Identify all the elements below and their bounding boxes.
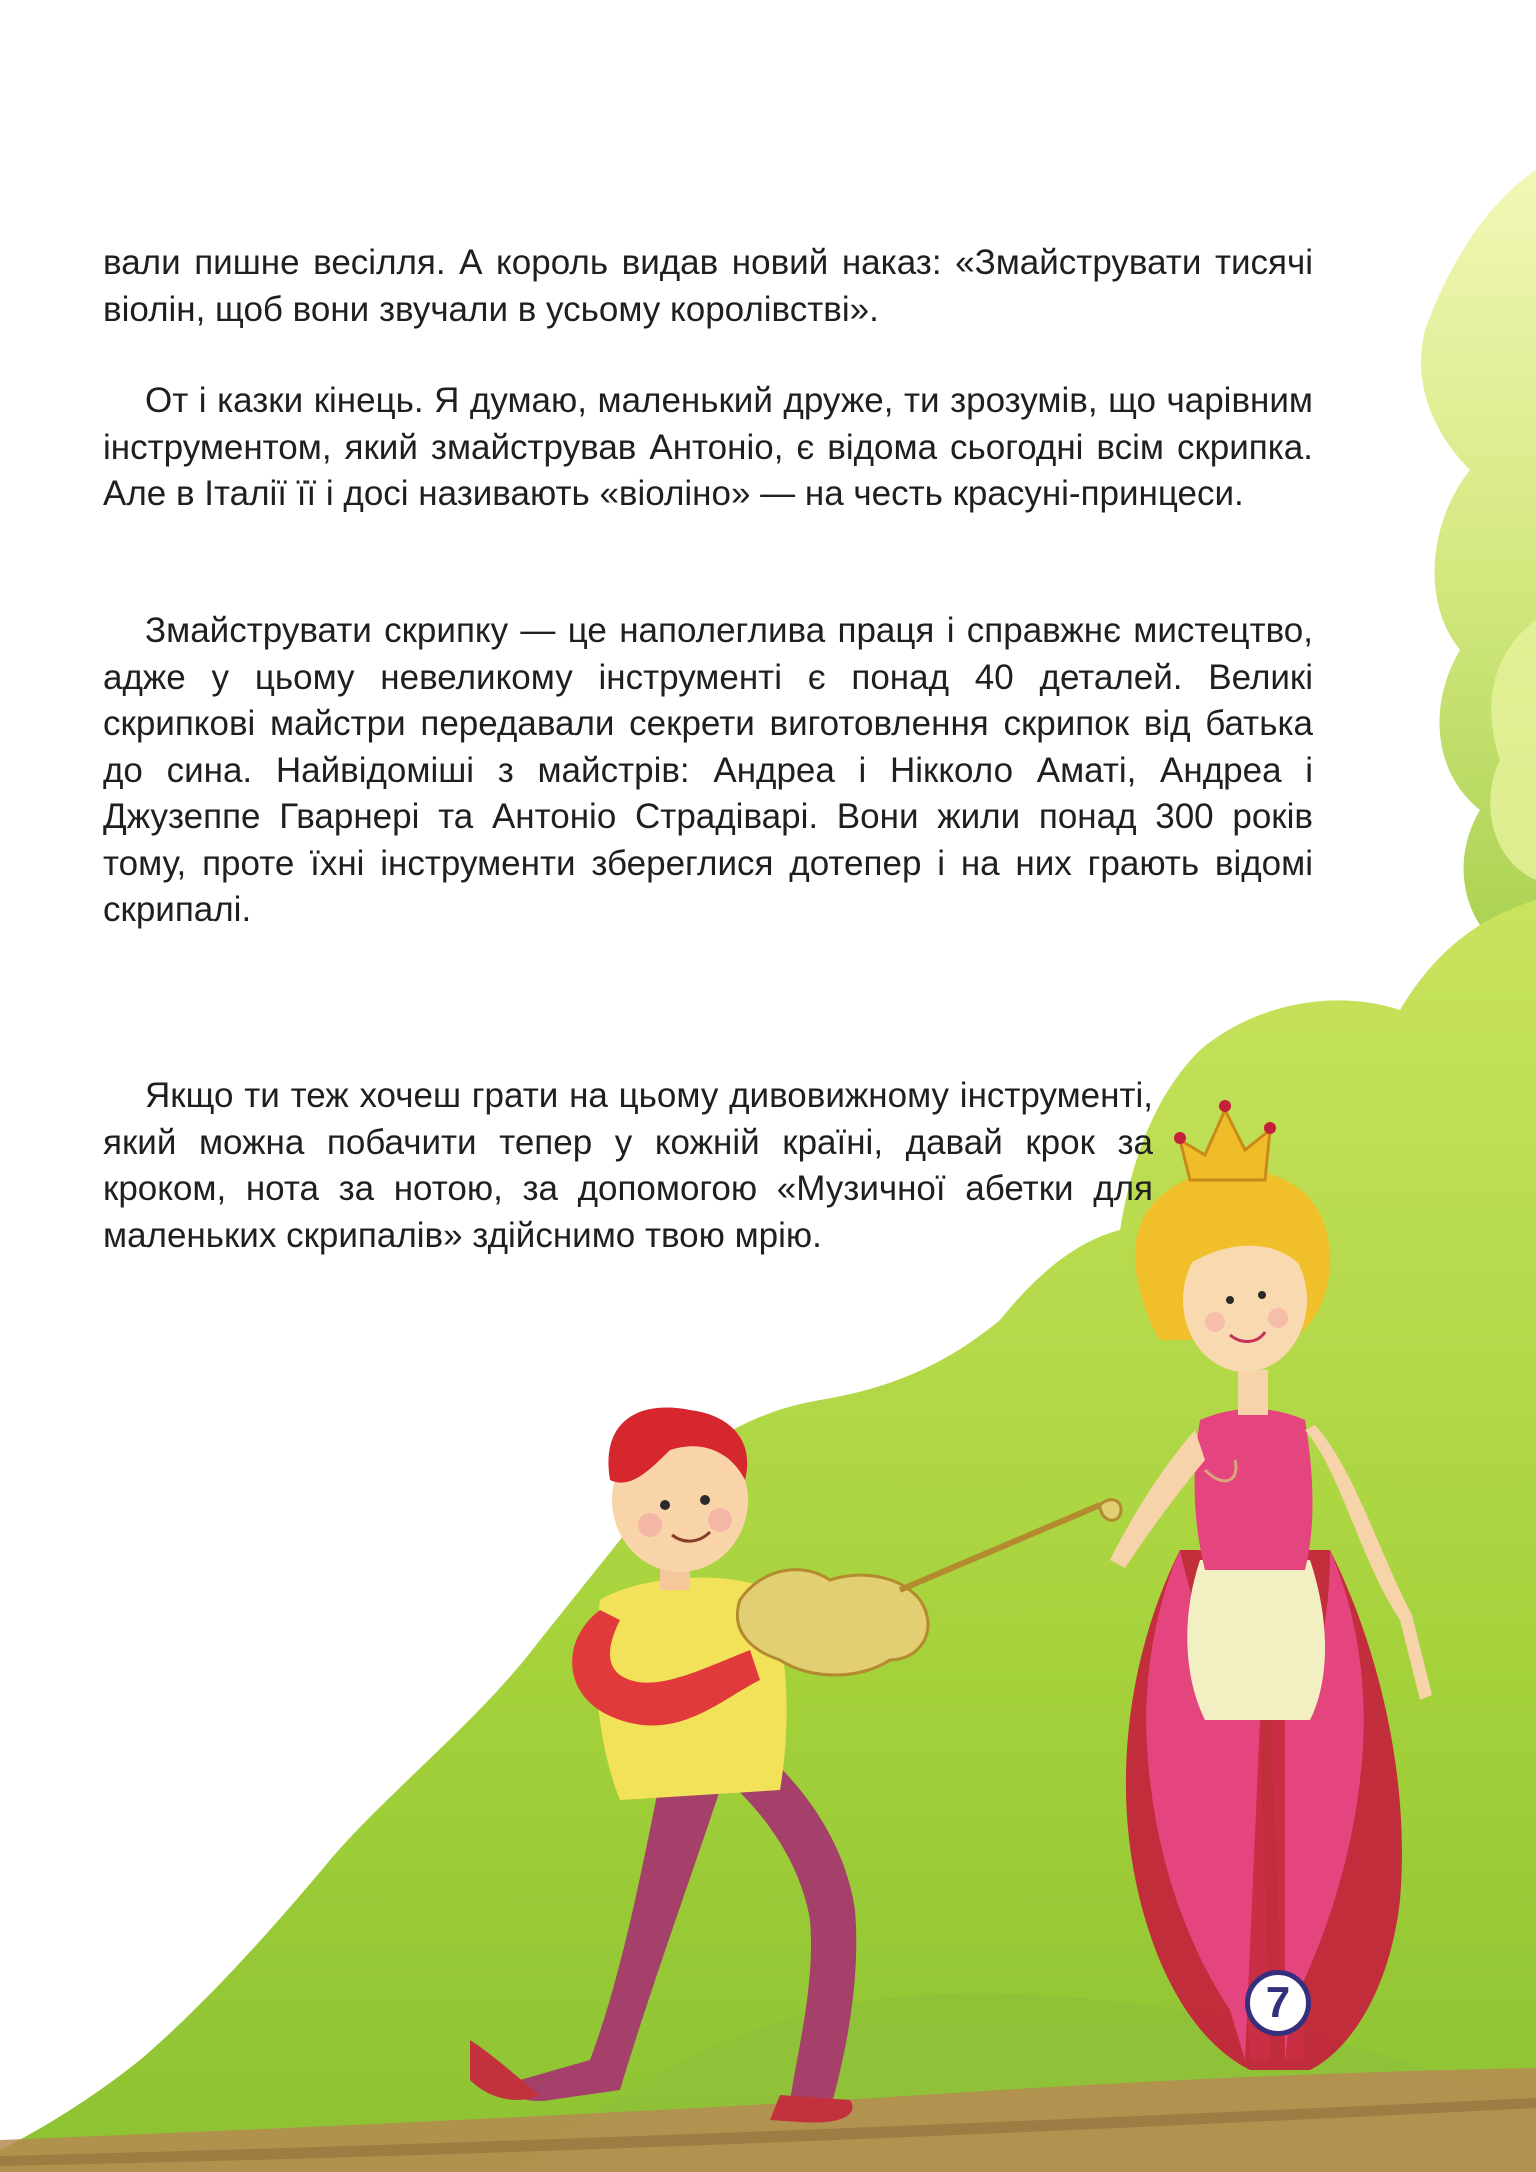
page-number: 7 — [1245, 1970, 1311, 2036]
paragraph-text-3: Змайструвати скрипку — це наполеглива праця і справжнє мистецтво, адже у цьому невеликому інструменті є понад 40 деталей. Великі скрипкові майстри передавали секрети виготовлення скрипок від батька до сина. Найвідоміші з майстрів: Андреа і Нікколо Аматі, Андреа і Джузеппе Гварнері та Антоніо Страдіварі. Вони жили понад 300 років тому, проте їхні інструменти збереглися дотепер і на них грають відомі скрипалі. — [103, 611, 1313, 929]
paragraph-text-1: вали пишне весілля. А король видав новий наказ: «Змайструвати тисячі віолін, щоб вони звучали в усьому королівстві». — [103, 243, 1313, 329]
paragraph-text-4: Якщо ти теж хочеш грати на цьому дивовижному інструменті, який можна побачити тепер у кожній країні, давай крок за кроком, нота за нотою, за допомогою «Музичної абетки для маленьких скрипалів» здійснимо твою мрію. — [103, 1076, 1153, 1255]
paragraph-1 — [103, 240, 1313, 333]
paragraph-4 — [103, 1073, 1153, 1259]
paragraph-text-2: От і казки кінець. Я думаю, маленький друже, ти зрозумів, що чарівним інструментом, який змайстрував Антоніо, є відома сьогодні всім скрипка. Але в Італії її і досі називають «віоліно» — на честь красуні-принцеси. — [103, 381, 1313, 513]
paragraph-2 — [103, 378, 1313, 518]
paragraph-3 — [103, 608, 1313, 934]
